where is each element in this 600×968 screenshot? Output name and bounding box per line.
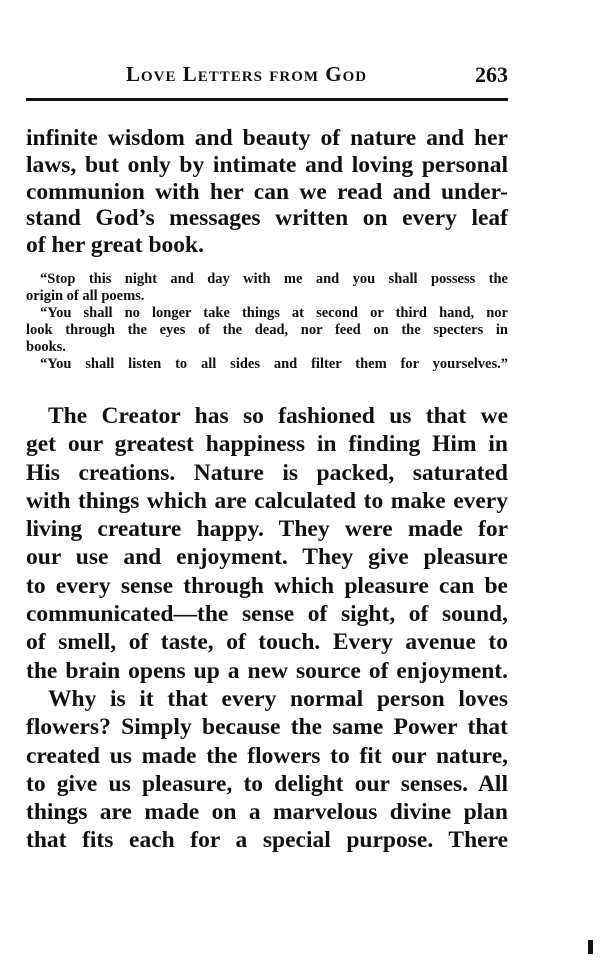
- quote-line: origin of all poems.: [26, 288, 145, 304]
- text-line: living creature happy. They were made for: [26, 516, 508, 543]
- quote-line: “You shall no longer take things at second or third hand, nor: [40, 305, 508, 321]
- text-line: communion with her can we read and under-: [26, 178, 508, 205]
- text-line: communicated—the sense of sight, of sound,: [26, 601, 508, 628]
- text-line: get our greatest happiness in finding Him in: [26, 431, 508, 458]
- text-line: of her great book.: [26, 232, 204, 259]
- running-title: Love Letters from God: [126, 62, 368, 86]
- text-line: His creations. Nature is packed, saturated: [26, 459, 508, 486]
- quote-line: look through the eyes of the dead, nor feed on the specters in: [26, 322, 508, 338]
- text-line: to every sense through which pleasure can be: [26, 572, 508, 599]
- paragraph-1: [26, 125, 508, 259]
- block-quote: [26, 271, 508, 373]
- text-line: created us made the flowers to fit our nature,: [26, 742, 508, 769]
- text-line: laws, but only by intimate and loving personal: [26, 151, 508, 178]
- text-line: stand God’s messages written on every leaf: [26, 205, 508, 232]
- text-line: The Creator has so fashioned us that we: [48, 403, 508, 429]
- text-line: with things which are calculated to make every: [26, 487, 508, 514]
- text-line: infinite wisdom and beauty of nature and her: [26, 125, 508, 151]
- text-line: of smell, of taste, of touch. Every avenue to: [26, 629, 508, 656]
- text-line: flowers? Simply because the same Power that: [26, 714, 508, 741]
- scan-mark: [588, 940, 593, 954]
- text-line: our use and enjoyment. They give pleasure: [26, 544, 508, 571]
- text-line: that fits each for a special purpose. There: [26, 827, 508, 854]
- text-line: the brain opens up a new source of enjoyment.: [26, 657, 508, 684]
- page-number: 263: [475, 62, 508, 87]
- text-line: Why is it that every normal person loves: [48, 685, 508, 712]
- header-rule: [26, 98, 508, 101]
- running-header: [26, 62, 508, 92]
- text-line: to give us pleasure, to delight our senses. All: [26, 770, 508, 797]
- paragraph-2: [26, 402, 508, 855]
- quote-line: books.: [26, 339, 66, 355]
- text-line: things are made on a marvelous divine plan: [26, 799, 508, 826]
- quote-line: “Stop this night and day with me and you shall possess the: [40, 271, 508, 287]
- quote-line: “You shall listen to all sides and filter them for yourselves.”: [40, 356, 508, 372]
